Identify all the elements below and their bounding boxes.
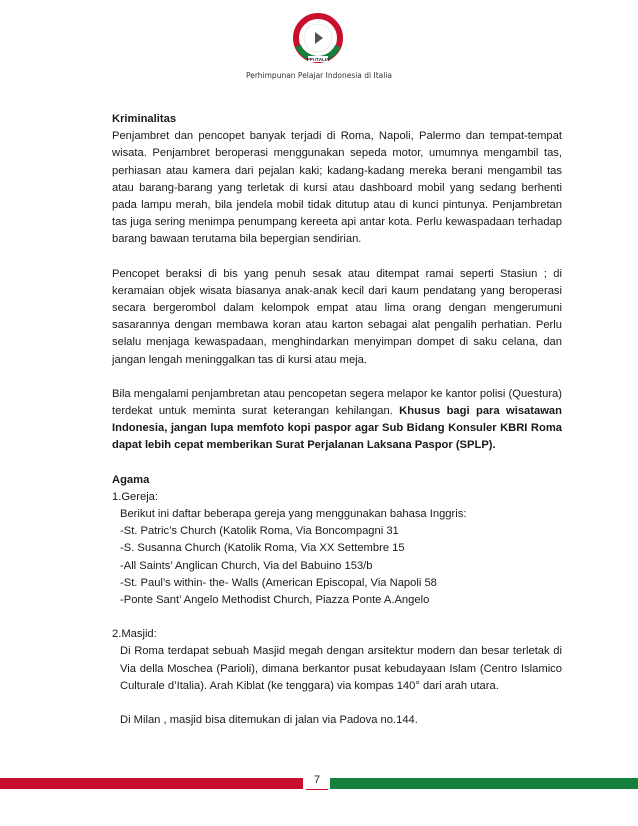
paragraph-3-bold-text: Khusus bagi para wisatawan Indonesia, jangan lupa memfoto kopi paspor agar Sub Bidang Konsuler KBRI Roma dapat lebih cepat memberikan Surat Perjalanan Laksana Paspor (SPLP). [112, 405, 562, 452]
kriminalitas-paragraph-1: Penjambret dan pencopet banyak terjadi di Roma, Napoli, Palermo dan tempat-tempat wisata. Penjambret beroperasi menggunakan sepeda motor, umumnya mengambil tas, perhiasan atau kamera dari pejalan kaki; kadang-kadang mereka berani mengambil tas atau barang-barang yang terletak di kursi atau dashboard mobil yang sedang berhenti pada lampu merah, bila jendela mobil tidak ditutup atau di kunci pintunya. Penjambretan tas juga sering menimpa penumpang kereeta api antar kota. Perlu kewaspadaan terhadap barang bawaan terutama bila bepergian sendirian. [112, 130, 562, 246]
church-item: -S. Susanna Church (Katolik Roma, Via XX Settembre 15 [120, 542, 405, 555]
page-footer [0, 772, 638, 792]
footer-green-bar [330, 778, 638, 789]
masjid-paragraph-1: Di Roma terdapat sebuah Masjid megah dengan arsitektur modern dan besar terletak di Via della Moschea (Parioli), dimana berkantor pusat kebudayaan Islam (Centro Islamico Culturale d’Italia). Arah Kiblat (ke tenggara) via kompas 140° dari arah utara. [120, 645, 562, 692]
logo-text: PPI ITALIA [306, 57, 330, 62]
church-item: -All Saints’ Anglican Church, Via del Babuino 153/b [120, 559, 373, 572]
paragraph-3-text: Bila mengalami penjambretan atau pencopetan segera melapor ke kantor polisi (Questura) terdekat untuk meminta surat keterangan kehilangan. [112, 387, 562, 418]
page-number: 7 [313, 774, 321, 786]
header-tagline: Perhimpunan Pelajar Indonesia di Italia [245, 71, 393, 80]
kriminalitas-paragraph-3 [112, 386, 562, 455]
gereja-title: 1.Gereja: [112, 490, 159, 503]
page-content [112, 111, 562, 729]
footer-red-bar [0, 778, 303, 789]
church-item: -St. Patric’s Church (Katolik Roma, Via Boncompagni 31 [120, 525, 399, 538]
section-title-agama: Agama [112, 473, 150, 486]
logo-emblem-icon [288, 10, 348, 70]
masjid-title: 2.Masjid: [112, 628, 157, 641]
gereja-intro: Berikut ini daftar beberapa gereja yang menggunakan bahasa Inggris: [120, 508, 467, 521]
church-item: -Ponte Sant’ Angelo Methodist Church, Piazza Ponte A.Angelo [120, 594, 430, 607]
ppi-logo [288, 10, 348, 70]
masjid-paragraph-2: Di Milan , masjid bisa ditemukan di jalan via Padova no.144. [120, 714, 418, 727]
section-title-kriminalitas: Kriminalitas [112, 113, 177, 125]
church-item: -St. Paul’s within- the- Walls (American Episcopal, Via Napoli 58 [120, 576, 437, 589]
kriminalitas-paragraph-2: Pencopet beraksi di bis yang penuh sesak atau ditempat ramai seperti Stasiun ; di keramaian objek wisata biasanya anak-anak kecil dari kaum pendatang yang beroperasi secara bergerombol dalam kelompok empat atau lima orang dengan mengerumuni sasarannya dengan membawa koran atau karton sebagai alat pengalih perhatian. Perlu selalu menjaga kewaspadaan, menghindarkan menyimpan dompet di saku celana, dan jangan lengah meninggalkan tas di kursi atau meja. [112, 267, 562, 366]
